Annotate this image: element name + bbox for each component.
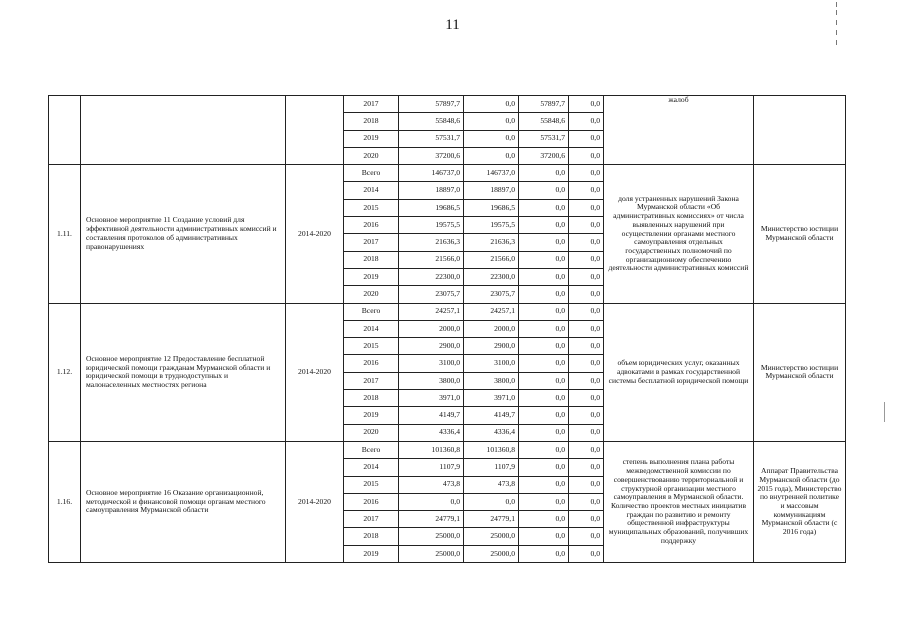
total-cell: 146737,0 (399, 165, 464, 182)
year-cell: 2016 (344, 493, 399, 510)
year-cell: 2020 (344, 147, 399, 164)
federal-budget-cell: 0,0 (519, 234, 569, 251)
other-sources-cell: 0,0 (569, 96, 604, 113)
year-cell: 2018 (344, 113, 399, 130)
total-cell: 4336,4 (399, 424, 464, 441)
total-cell: 19575,5 (399, 217, 464, 234)
other-sources-cell: 0,0 (569, 217, 604, 234)
federal-budget-cell: 0,0 (519, 303, 569, 320)
period-cell (286, 96, 344, 165)
other-sources-cell: 0,0 (569, 441, 604, 458)
total-cell: 2000,0 (399, 320, 464, 337)
year-cell: 2019 (344, 545, 399, 562)
indicator-cell: объем юридических услуг, оказанных адвокатами в рамках государственной системы бесплатной юридической помощи (604, 303, 754, 441)
executor-cell: Аппарат Правительства Мурманской области (до 2015 года), Министерство по внутренней политике и массовым коммуникациям Мурманской области (с 2016 года) (754, 441, 846, 562)
regional-budget-cell: 24779,1 (464, 511, 519, 528)
year-cell: 2015 (344, 476, 399, 493)
regional-budget-cell: 21566,0 (464, 251, 519, 268)
federal-budget-cell: 0,0 (519, 268, 569, 285)
other-sources-cell: 0,0 (569, 493, 604, 510)
total-cell: 57897,7 (399, 96, 464, 113)
regional-budget-cell: 3971,0 (464, 390, 519, 407)
other-sources-cell: 0,0 (569, 182, 604, 199)
activity-name-cell (81, 96, 286, 165)
regional-budget-cell: 2000,0 (464, 320, 519, 337)
total-cell: 21636,3 (399, 234, 464, 251)
margin-tick (836, 30, 837, 35)
table-row (49, 96, 846, 113)
regional-budget-cell: 18897,0 (464, 182, 519, 199)
table-row (49, 303, 846, 320)
federal-budget-cell: 0,0 (519, 217, 569, 234)
other-sources-cell: 0,0 (569, 407, 604, 424)
period-cell: 2014-2020 (286, 441, 344, 562)
federal-budget-cell: 0,0 (519, 355, 569, 372)
year-cell: 2017 (344, 96, 399, 113)
margin-tick (836, 2, 837, 7)
federal-budget-cell: 0,0 (519, 390, 569, 407)
regional-budget-cell: 3100,0 (464, 355, 519, 372)
regional-budget-cell: 4149,7 (464, 407, 519, 424)
other-sources-cell: 0,0 (569, 165, 604, 182)
year-cell: 2018 (344, 528, 399, 545)
year-cell: Всего (344, 441, 399, 458)
year-cell: 2014 (344, 459, 399, 476)
period-cell: 2014-2020 (286, 303, 344, 441)
total-cell: 2900,0 (399, 338, 464, 355)
executor-cell: Министерство юстиции Мурманской области (754, 303, 846, 441)
year-cell: 2019 (344, 268, 399, 285)
federal-budget-cell: 57531,7 (519, 130, 569, 147)
regional-budget-cell: 146737,0 (464, 165, 519, 182)
federal-budget-cell: 0,0 (519, 199, 569, 216)
other-sources-cell: 0,0 (569, 528, 604, 545)
total-cell: 55848,6 (399, 113, 464, 130)
other-sources-cell: 0,0 (569, 268, 604, 285)
year-cell: 2018 (344, 390, 399, 407)
regional-budget-cell: 25000,0 (464, 545, 519, 562)
other-sources-cell: 0,0 (569, 459, 604, 476)
year-cell: 2017 (344, 372, 399, 389)
year-cell: 2019 (344, 130, 399, 147)
federal-budget-cell: 0,0 (519, 407, 569, 424)
year-cell: 2015 (344, 199, 399, 216)
total-cell: 473,8 (399, 476, 464, 493)
federal-budget-cell: 0,0 (519, 476, 569, 493)
year-cell: 2016 (344, 217, 399, 234)
other-sources-cell: 0,0 (569, 320, 604, 337)
regional-budget-cell: 0,0 (464, 96, 519, 113)
other-sources-cell: 0,0 (569, 372, 604, 389)
total-cell: 23075,7 (399, 286, 464, 303)
regional-budget-cell: 0,0 (464, 147, 519, 164)
year-cell: Всего (344, 303, 399, 320)
total-cell: 21566,0 (399, 251, 464, 268)
regional-budget-cell: 19575,5 (464, 217, 519, 234)
federal-budget-cell: 0,0 (519, 286, 569, 303)
total-cell: 4149,7 (399, 407, 464, 424)
total-cell: 19686,5 (399, 199, 464, 216)
other-sources-cell: 0,0 (569, 338, 604, 355)
regional-budget-cell: 19686,5 (464, 199, 519, 216)
total-cell: 24257,1 (399, 303, 464, 320)
total-cell: 3800,0 (399, 372, 464, 389)
regional-budget-cell: 25000,0 (464, 528, 519, 545)
total-cell: 1107,9 (399, 459, 464, 476)
regional-budget-cell: 473,8 (464, 476, 519, 493)
total-cell: 3971,0 (399, 390, 464, 407)
item-number-cell (49, 96, 81, 165)
total-cell: 0,0 (399, 493, 464, 510)
total-cell: 18897,0 (399, 182, 464, 199)
year-cell: 2019 (344, 407, 399, 424)
other-sources-cell: 0,0 (569, 511, 604, 528)
year-cell: 2018 (344, 251, 399, 268)
item-number-cell: 1.16. (49, 441, 81, 562)
margin-ticks (836, 0, 838, 60)
regional-budget-cell: 0,0 (464, 113, 519, 130)
activity-name-cell: Основное мероприятие 16 Оказание организационной, методической и финансовой помощи органам местного самоуправления Мурманской области (81, 441, 286, 562)
margin-tick (836, 40, 837, 45)
year-cell: Всего (344, 165, 399, 182)
federal-budget-cell: 0,0 (519, 528, 569, 545)
year-cell: 2020 (344, 286, 399, 303)
regional-budget-cell: 3800,0 (464, 372, 519, 389)
total-cell: 101360,8 (399, 441, 464, 458)
regional-budget-cell: 0,0 (464, 130, 519, 147)
federal-budget-cell: 0,0 (519, 182, 569, 199)
federal-budget-cell: 37200,6 (519, 147, 569, 164)
total-cell: 24779,1 (399, 511, 464, 528)
other-sources-cell: 0,0 (569, 545, 604, 562)
item-number-cell: 1.12. (49, 303, 81, 441)
regional-budget-cell: 101360,8 (464, 441, 519, 458)
item-number-cell: 1.11. (49, 165, 81, 303)
period-cell: 2014-2020 (286, 165, 344, 303)
other-sources-cell: 0,0 (569, 286, 604, 303)
total-cell: 25000,0 (399, 545, 464, 562)
federal-budget-cell: 0,0 (519, 338, 569, 355)
table-row (49, 441, 846, 458)
regional-budget-cell: 23075,7 (464, 286, 519, 303)
year-cell: 2015 (344, 338, 399, 355)
regional-budget-cell: 22300,0 (464, 268, 519, 285)
indicator-cell: жалоб (604, 96, 754, 165)
year-cell: 2020 (344, 424, 399, 441)
other-sources-cell: 0,0 (569, 476, 604, 493)
federal-budget-cell: 0,0 (519, 493, 569, 510)
total-cell: 37200,6 (399, 147, 464, 164)
executor-cell: Министерство юстиции Мурманской области (754, 165, 846, 303)
indicator-cell: доля устраненных нарушений Закона Мурманской области «Об административных комиссиях» от числа выявленных нарушений при осуществлении органами местного самоуправления отдельных государственных полномочий по организационному обеспечению деятельности административных комиссий (604, 165, 754, 303)
margin-mark (884, 402, 885, 422)
other-sources-cell: 0,0 (569, 303, 604, 320)
year-cell: 2014 (344, 182, 399, 199)
federal-budget-cell: 0,0 (519, 251, 569, 268)
regional-budget-cell: 2900,0 (464, 338, 519, 355)
federal-budget-cell: 0,0 (519, 441, 569, 458)
other-sources-cell: 0,0 (569, 199, 604, 216)
total-cell: 3100,0 (399, 355, 464, 372)
federal-budget-cell: 0,0 (519, 165, 569, 182)
other-sources-cell: 0,0 (569, 234, 604, 251)
other-sources-cell: 0,0 (569, 113, 604, 130)
regional-budget-cell: 4336,4 (464, 424, 519, 441)
year-cell: 2016 (344, 355, 399, 372)
regional-budget-cell: 1107,9 (464, 459, 519, 476)
other-sources-cell: 0,0 (569, 130, 604, 147)
total-cell: 22300,0 (399, 268, 464, 285)
federal-budget-cell: 0,0 (519, 320, 569, 337)
year-cell: 2017 (344, 234, 399, 251)
indicator-cell: степень выполнения плана работы межведомственной комиссии по совершенствованию территориальной и структурной организации местного самоуправления в Мурманской области. Количество проектов местных инициатив граждан по развитию и ремонту общественной инфраструктуры муниципальных образований, получивших поддержку (604, 441, 754, 562)
regional-budget-cell: 0,0 (464, 493, 519, 510)
federal-budget-cell: 0,0 (519, 424, 569, 441)
total-cell: 25000,0 (399, 528, 464, 545)
total-cell: 57531,7 (399, 130, 464, 147)
other-sources-cell: 0,0 (569, 251, 604, 268)
margin-tick (836, 20, 837, 25)
margin-tick (836, 10, 837, 15)
federal-budget-cell: 0,0 (519, 545, 569, 562)
other-sources-cell: 0,0 (569, 147, 604, 164)
regional-budget-cell: 24257,1 (464, 303, 519, 320)
activity-name-cell: Основное мероприятие 12 Предоставление бесплатной юридической помощи гражданам Мурманской области и юридической помощи в труднодоступных и малонаселенных местностях региона (81, 303, 286, 441)
federal-budget-cell: 57897,7 (519, 96, 569, 113)
year-cell: 2017 (344, 511, 399, 528)
regional-budget-cell: 21636,3 (464, 234, 519, 251)
activity-name-cell: Основное мероприятие 11 Создание условий для эффективной деятельности административных комиссий и составления протоколов об административных правонарушениях (81, 165, 286, 303)
table-row (49, 165, 846, 182)
federal-budget-cell: 0,0 (519, 459, 569, 476)
year-cell: 2014 (344, 320, 399, 337)
budget-table (48, 95, 846, 563)
federal-budget-cell: 55848,6 (519, 113, 569, 130)
executor-cell (754, 96, 846, 165)
page-number: 11 (445, 17, 460, 33)
federal-budget-cell: 0,0 (519, 511, 569, 528)
other-sources-cell: 0,0 (569, 390, 604, 407)
federal-budget-cell: 0,0 (519, 372, 569, 389)
other-sources-cell: 0,0 (569, 355, 604, 372)
other-sources-cell: 0,0 (569, 424, 604, 441)
